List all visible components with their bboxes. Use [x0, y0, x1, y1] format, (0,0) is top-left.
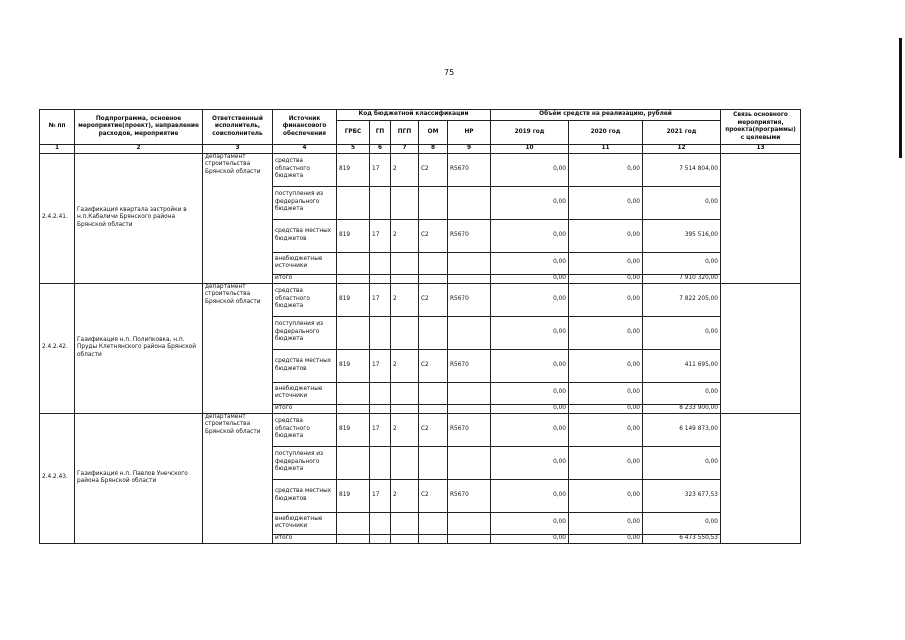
- amount-2020: 0,00: [569, 283, 643, 316]
- header-nr: НР: [448, 121, 491, 145]
- source: поступления из федерального бюджета: [273, 186, 337, 219]
- om: [419, 316, 448, 349]
- amount-2019: 0,00: [491, 316, 569, 349]
- grbs: [337, 382, 370, 404]
- pgp: 2: [391, 349, 419, 382]
- gp: 17: [370, 283, 391, 316]
- amount-2021: 0,00: [643, 186, 721, 219]
- total-2020: 0,00: [569, 274, 643, 283]
- header-gp: ГП: [370, 121, 391, 145]
- responsible: департамент строительства Брянской области: [203, 283, 273, 413]
- nr: [448, 512, 491, 534]
- om: [419, 274, 448, 283]
- grbs: 819: [337, 283, 370, 316]
- gp: 17: [370, 219, 391, 252]
- pgp: 2: [391, 153, 419, 186]
- total-label: итого: [273, 404, 337, 413]
- source: внебюджетные источники: [273, 252, 337, 274]
- grbs: 819: [337, 479, 370, 512]
- om: [419, 534, 448, 543]
- om: С2: [419, 283, 448, 316]
- gp: 17: [370, 413, 391, 446]
- amount-2020: 0,00: [569, 252, 643, 274]
- gp: [370, 252, 391, 274]
- amount-2019: 0,00: [491, 512, 569, 534]
- total-2020: 0,00: [569, 534, 643, 543]
- header-grbs: ГРБС: [337, 121, 370, 145]
- column-number: 5: [337, 145, 370, 154]
- amount-2021: 323 677,53: [643, 479, 721, 512]
- amount-2019: 0,00: [491, 283, 569, 316]
- pgp: 2: [391, 283, 419, 316]
- om: С2: [419, 153, 448, 186]
- amount-2019: 0,00: [491, 186, 569, 219]
- source: средства местных бюджетов: [273, 479, 337, 512]
- total-2021: 6 473 550,53: [643, 534, 721, 543]
- om: [419, 186, 448, 219]
- om: С2: [419, 413, 448, 446]
- nr: R5670: [448, 349, 491, 382]
- gp: [370, 404, 391, 413]
- gp: [370, 186, 391, 219]
- pgp: [391, 512, 419, 534]
- header-om: ОМ: [419, 121, 448, 145]
- nr: [448, 446, 491, 479]
- om: [419, 252, 448, 274]
- total-2021: 7 910 320,00: [643, 274, 721, 283]
- pgp: [391, 534, 419, 543]
- amount-2020: 0,00: [569, 153, 643, 186]
- source: поступления из федерального бюджета: [273, 316, 337, 349]
- column-number: 11: [569, 145, 643, 154]
- program-name: Газификация н.п. Павлов Унечского района Брянской области: [75, 413, 203, 543]
- source: средства областного бюджета: [273, 413, 337, 446]
- nr: R5670: [448, 153, 491, 186]
- amount-2020: 0,00: [569, 446, 643, 479]
- header-program: Подпрограмма, основное мероприятие(проект), направление расходов, мероприятие: [75, 110, 203, 145]
- gp: 17: [370, 153, 391, 186]
- source: средства областного бюджета: [273, 283, 337, 316]
- grbs: 819: [337, 219, 370, 252]
- amount-2019: 0,00: [491, 349, 569, 382]
- header-2019: 2019 год: [491, 121, 569, 145]
- column-numbers-row: [40, 145, 801, 154]
- nr: [448, 534, 491, 543]
- grbs: [337, 252, 370, 274]
- total-2021: 8 233 900,00: [643, 404, 721, 413]
- row-number: 2.4.2.43.: [40, 413, 75, 543]
- pgp: 2: [391, 413, 419, 446]
- header-source: Источник финансового обеспечения: [273, 110, 337, 145]
- header-2020: 2020 год: [569, 121, 643, 145]
- column-number: 10: [491, 145, 569, 154]
- amount-2020: 0,00: [569, 316, 643, 349]
- page-number: 75: [444, 68, 455, 77]
- nr: [448, 404, 491, 413]
- header-num: № пп: [40, 110, 75, 145]
- pgp: [391, 186, 419, 219]
- om: [419, 404, 448, 413]
- amount-2019: 0,00: [491, 219, 569, 252]
- pgp: [391, 274, 419, 283]
- column-number: 4: [273, 145, 337, 154]
- om: С2: [419, 349, 448, 382]
- pgp: 2: [391, 219, 419, 252]
- grbs: [337, 446, 370, 479]
- source: внебюджетные источники: [273, 382, 337, 404]
- amount-2019: 0,00: [491, 382, 569, 404]
- group-2-4-2-41: [40, 153, 801, 283]
- link-cell: [721, 413, 801, 543]
- nr: [448, 382, 491, 404]
- header-responsible: Ответственный исполнитель, соисполнитель: [203, 110, 273, 145]
- amount-2021: 0,00: [643, 252, 721, 274]
- total-2019: 0,00: [491, 274, 569, 283]
- amount-2020: 0,00: [569, 349, 643, 382]
- amount-2021: 0,00: [643, 512, 721, 534]
- amount-2021: 411 695,00: [643, 349, 721, 382]
- total-label: итого: [273, 534, 337, 543]
- gp: [370, 382, 391, 404]
- header-2021: 2021 год: [643, 121, 721, 145]
- row-number: 2.4.2.42.: [40, 283, 75, 413]
- column-number: 1: [40, 145, 75, 154]
- om: С2: [419, 219, 448, 252]
- nr: [448, 316, 491, 349]
- grbs: [337, 316, 370, 349]
- source: средства местных бюджетов: [273, 219, 337, 252]
- group-2-4-2-42: [40, 283, 801, 413]
- page-edge-mark: [899, 38, 902, 158]
- row-number: 2.4.2.41.: [40, 153, 75, 283]
- column-number: 13: [721, 145, 801, 154]
- gp: 17: [370, 349, 391, 382]
- column-number: 6: [370, 145, 391, 154]
- pgp: 2: [391, 479, 419, 512]
- grbs: [337, 186, 370, 219]
- total-label: итого: [273, 274, 337, 283]
- table-row: [40, 413, 801, 446]
- amount-2021: 7 514 804,00: [643, 153, 721, 186]
- om: [419, 512, 448, 534]
- responsible: департамент строительства Брянской области: [203, 413, 273, 543]
- amount-2021: 6 149 873,00: [643, 413, 721, 446]
- om: С2: [419, 479, 448, 512]
- amount-2020: 0,00: [569, 512, 643, 534]
- table-row: [40, 283, 801, 316]
- nr: [448, 252, 491, 274]
- gp: [370, 512, 391, 534]
- column-number: 3: [203, 145, 273, 154]
- om: [419, 446, 448, 479]
- om: [419, 382, 448, 404]
- amount-2021: 0,00: [643, 316, 721, 349]
- grbs: 819: [337, 413, 370, 446]
- table-header: [40, 110, 801, 154]
- grbs: 819: [337, 153, 370, 186]
- link-cell: [721, 283, 801, 413]
- pgp: [391, 252, 419, 274]
- total-2019: 0,00: [491, 534, 569, 543]
- column-number: 8: [419, 145, 448, 154]
- gp: 17: [370, 479, 391, 512]
- source: средства местных бюджетов: [273, 349, 337, 382]
- nr: [448, 274, 491, 283]
- grbs: [337, 274, 370, 283]
- header-link: Связь основного мероприятия, проекта(программы) с целевыми: [721, 110, 801, 145]
- grbs: [337, 512, 370, 534]
- pgp: [391, 382, 419, 404]
- pgp: [391, 316, 419, 349]
- gp: [370, 534, 391, 543]
- gp: [370, 316, 391, 349]
- nr: R5670: [448, 283, 491, 316]
- nr: R5670: [448, 479, 491, 512]
- amount-2019: 0,00: [491, 252, 569, 274]
- pgp: [391, 404, 419, 413]
- program-name: Газификация квартала застройки в н.п.Кабаличи Брянского района Брянской области: [75, 153, 203, 283]
- amount-2020: 0,00: [569, 382, 643, 404]
- total-2020: 0,00: [569, 404, 643, 413]
- amount-2021: 7 822 205,00: [643, 283, 721, 316]
- amount-2021: 0,00: [643, 446, 721, 479]
- amount-2021: 395 516,00: [643, 219, 721, 252]
- amount-2019: 0,00: [491, 446, 569, 479]
- pgp: [391, 446, 419, 479]
- column-number: 2: [75, 145, 203, 154]
- nr: R5670: [448, 413, 491, 446]
- amount-2020: 0,00: [569, 479, 643, 512]
- column-number: 12: [643, 145, 721, 154]
- nr: R5670: [448, 219, 491, 252]
- header-pgp: ПГП: [391, 121, 419, 145]
- column-number: 9: [448, 145, 491, 154]
- amount-2021: 0,00: [643, 382, 721, 404]
- amount-2019: 0,00: [491, 479, 569, 512]
- amount-2020: 0,00: [569, 186, 643, 219]
- group-2-4-2-43: [40, 413, 801, 543]
- source: средства областного бюджета: [273, 153, 337, 186]
- budget-table: [39, 109, 801, 544]
- gp: [370, 274, 391, 283]
- source: поступления из федерального бюджета: [273, 446, 337, 479]
- amount-2020: 0,00: [569, 413, 643, 446]
- amount-2020: 0,00: [569, 219, 643, 252]
- header-budget-code: Код бюджетной классификации: [337, 110, 491, 121]
- responsible: департамент строительства Брянской области: [203, 153, 273, 283]
- grbs: [337, 534, 370, 543]
- program-name: Газификация н.п. Полипковка, н.п. Пруды Клетнянского района Брянской области: [75, 283, 203, 413]
- nr: [448, 186, 491, 219]
- total-2019: 0,00: [491, 404, 569, 413]
- grbs: [337, 404, 370, 413]
- amount-2019: 0,00: [491, 413, 569, 446]
- amount-2019: 0,00: [491, 153, 569, 186]
- column-number: 7: [391, 145, 419, 154]
- gp: [370, 446, 391, 479]
- source: внебюджетные источники: [273, 512, 337, 534]
- table-row: [40, 153, 801, 186]
- header-volume: Объём средств на реализацию, рублей: [491, 110, 721, 121]
- grbs: 819: [337, 349, 370, 382]
- link-cell: [721, 153, 801, 283]
